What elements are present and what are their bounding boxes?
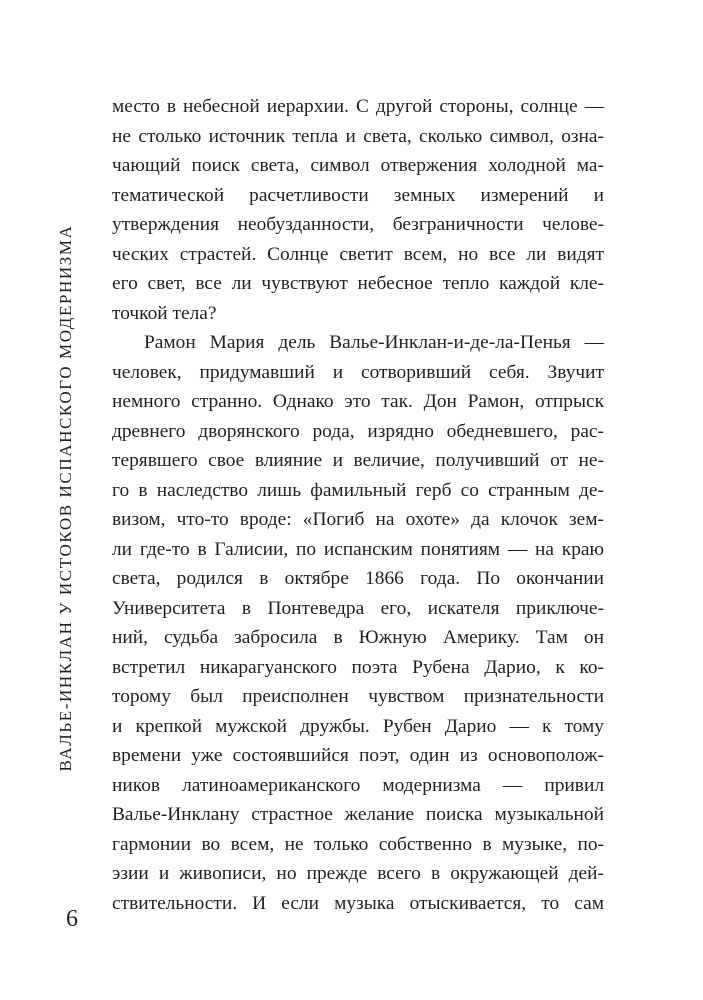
text-line: встретил никарагуанского поэта Рубена Дарио, к ко- xyxy=(112,656,604,678)
text-line: света, родился в октябре 1866 года. По окончании xyxy=(112,568,604,589)
text-line: немного странно. Однако это так. Дон Рамон, отпрыск xyxy=(112,391,604,412)
text-line: терявшего свое влияние и величие, получивший от не- xyxy=(112,450,604,471)
text-line: и крепкой мужской дружбы. Рубен Дарио — к тому xyxy=(112,715,604,737)
text-line: го в наследство лишь фамильный герб со странным де- xyxy=(112,479,604,501)
page-number: 6 xyxy=(66,906,78,932)
text-line: ствительности. И если музыка отыскивается, то сам xyxy=(112,892,604,914)
body-text xyxy=(112,92,604,918)
text-line: ческих страстей. Солнце светит всем, но все ли видят xyxy=(112,243,604,265)
text-line: ли где-то в Галисии, по испанским понятиям — на краю xyxy=(112,538,604,560)
text-line: гармонии во всем, не только собственно в музыке, по- xyxy=(112,833,604,855)
text-line-paragraph-end: точкой тела? xyxy=(112,302,217,324)
running-head xyxy=(52,98,80,898)
text-line: тематической расчетливости земных измерений и xyxy=(112,184,604,206)
text-line: Университета в Понтеведра его, искателя приключе- xyxy=(112,597,604,619)
text-line: не столько источник тепла и света, сколько символ, озна- xyxy=(112,125,604,147)
running-head-text: ВАЛЬЕ-ИНКЛАН У ИСТОКОВ ИСПАНСКОГО МОДЕРНИЗМА xyxy=(56,224,75,772)
text-line: визом, что-то вроде: «Погиб на охоте» да клочок зем- xyxy=(112,509,604,530)
text-line: торому был преисполнен чувством признательности xyxy=(112,686,604,707)
text-line: древнего дворянского рода, изрядно обедневшего, рас- xyxy=(112,420,604,442)
text-line: чающий поиск света, символ отвержения холодной ма- xyxy=(112,155,604,176)
text-line: ний, судьба забросила в Южную Америку. Там он xyxy=(112,627,604,648)
text-line: место в небесной иерархии. С другой стороны, солнце — xyxy=(112,96,604,117)
text-line: его свет, все ли чувствуют небесное тепло каждой кле- xyxy=(112,273,604,294)
text-line-paragraph-start: Рамон Мария дель Валье-Инклан-и-де-ла-Пенья — xyxy=(144,332,604,353)
text-line: Валье-Инклану страстное желание поиска музыкальной xyxy=(112,804,604,825)
text-line: ников латиноамериканского модернизма — привил xyxy=(112,774,604,796)
text-line: утверждения необузданности, безграничности челове- xyxy=(112,214,604,235)
text-line: эзии и живописи, но прежде всего в окружающей дей- xyxy=(112,863,604,884)
text-line: человек, придумавший и сотворивший себя. Звучит xyxy=(112,361,604,383)
text-line: времени уже состоявшийся поэт, один из основополож- xyxy=(112,745,604,766)
